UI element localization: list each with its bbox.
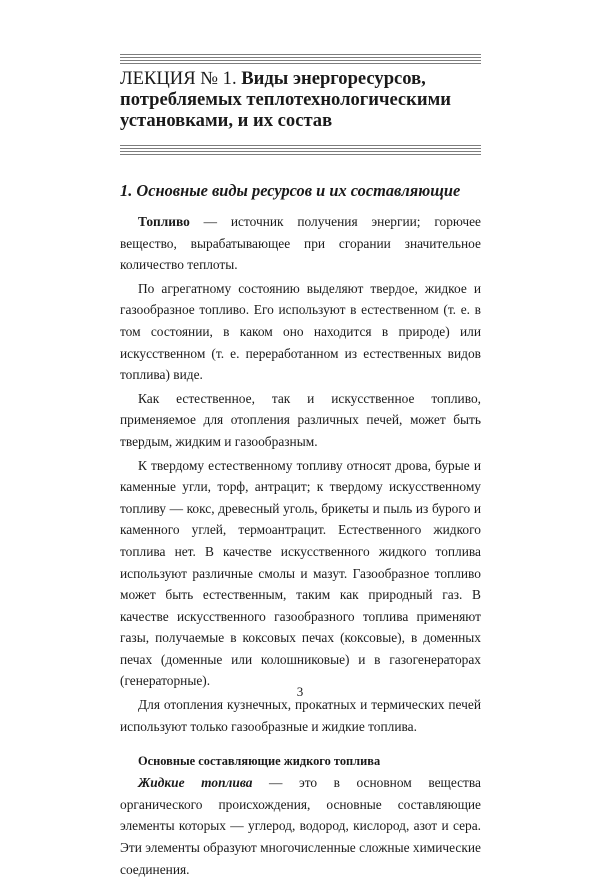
paragraph-fuel-types: К твердому естественному топливу относят дрова, бурые и каменные угли, торф, антрацит; к твердому искусственному топливу — кокс, древесный уголь, брикеты и пыль из бурого и каменного углей, термоантрацит. Естественного жидкого топлива нет. В качестве искусственного жидкого топлива используют различные смолы и мазут. Газообразное топливо может быть естественным, таким как природный газ. В качестве искусственного газообразного топлива применяют газы, получаемые в коксовых печах (коксовые), в доменных печах (доменные или колошниковые) и в газогенераторах (генераторные). (120, 457, 481, 689)
paragraph-liquid-fuels-text: — это в основном вещества органического происхождения, основные составляющие элементы которых — углерод, водород, кислород, азот и сера. Эти элементы образуют многочисленные сложные химические соединения. (120, 775, 481, 877)
term-fuel: Топливо (138, 214, 190, 229)
lecture-topic: Виды энергоресурсов, потребляемых теплотехнологическими установками, и их состав (120, 68, 451, 131)
paragraph-natural-artificial: Как естественное, так и искусственное топливо, применяемое для отопления различных печей, может быть твердым, жидким и газообразным. (120, 390, 481, 449)
title-bottom-rules (120, 145, 481, 157)
paragraph-fuel-definition (120, 211, 481, 276)
title-top-rules (120, 54, 481, 66)
term-liquid-fuels: Жидкие топлива (138, 775, 253, 791)
subsection-heading: Основные составляющие жидкого топлива (138, 754, 381, 769)
lecture-number: ЛЕКЦИЯ № 1. (120, 68, 237, 89)
section-heading: 1. Основные виды ресурсов и их составляющие (120, 181, 461, 200)
paragraph-fuel-definition-text: — источник получения энергии; горючее вещество, вырабатывающее при сгорании значительное количество теплоты. (120, 214, 481, 273)
page-number: 3 (296, 684, 304, 699)
lecture-title (120, 68, 490, 131)
paragraph-liquid-fuels (120, 772, 481, 880)
paragraph-aggregate-state: По агрегатному состоянию выделяют твердое, жидкое и газообразное топливо. Его используют в естественном (т. е. в том состоянии, в каком оно находится в природе) или искусственном (т. е. переработанном из естественных видов топлива) виде. (120, 280, 481, 383)
paragraph-furnace-heating: Для отопления кузнечных, прокатных и термических печей используют только газообразные и жидкие топлива. (120, 697, 481, 734)
body-text (120, 211, 481, 880)
